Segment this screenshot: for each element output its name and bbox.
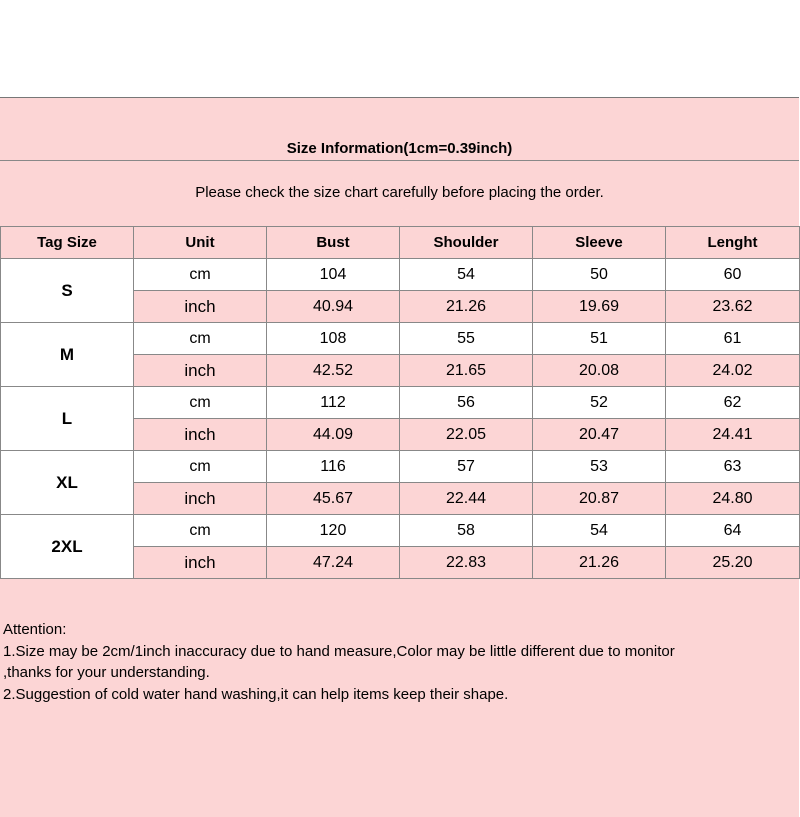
shoulder-cell: 22.44 bbox=[400, 483, 533, 515]
unit-cell: inch bbox=[134, 291, 267, 323]
unit-cell: cm bbox=[134, 323, 267, 355]
length-cell: 24.02 bbox=[666, 355, 800, 387]
header-unit: Unit bbox=[134, 227, 267, 259]
tag-size-cell: M bbox=[1, 323, 134, 387]
length-cell: 64 bbox=[666, 515, 800, 547]
unit-cell: inch bbox=[134, 355, 267, 387]
bust-cell: 45.67 bbox=[267, 483, 400, 515]
sleeve-cell: 50 bbox=[533, 259, 666, 291]
bust-cell: 120 bbox=[267, 515, 400, 547]
table-row bbox=[1, 323, 800, 355]
header-length: Lenght bbox=[666, 227, 800, 259]
length-cell: 62 bbox=[666, 387, 800, 419]
sleeve-cell: 19.69 bbox=[533, 291, 666, 323]
table-row bbox=[1, 515, 800, 547]
attention-notes bbox=[3, 619, 793, 705]
header-shoulder: Shoulder bbox=[400, 227, 533, 259]
shoulder-cell: 22.83 bbox=[400, 547, 533, 579]
header-bust: Bust bbox=[267, 227, 400, 259]
length-cell: 24.80 bbox=[666, 483, 800, 515]
shoulder-cell: 21.26 bbox=[400, 291, 533, 323]
tag-size-cell: 2XL bbox=[1, 515, 134, 579]
note-line: ,thanks for your understanding. bbox=[3, 664, 210, 681]
table-row bbox=[1, 451, 800, 483]
sleeve-cell: 20.08 bbox=[533, 355, 666, 387]
bust-cell: 42.52 bbox=[267, 355, 400, 387]
shoulder-cell: 55 bbox=[400, 323, 533, 355]
length-cell: 25.20 bbox=[666, 547, 800, 579]
unit-cell: cm bbox=[134, 451, 267, 483]
shoulder-cell: 57 bbox=[400, 451, 533, 483]
divider bbox=[0, 160, 799, 161]
length-cell: 60 bbox=[666, 259, 800, 291]
table-row bbox=[1, 387, 800, 419]
size-table bbox=[0, 226, 800, 579]
shoulder-cell: 21.65 bbox=[400, 355, 533, 387]
sleeve-cell: 51 bbox=[533, 323, 666, 355]
header-tag-size: Tag Size bbox=[1, 227, 134, 259]
shoulder-cell: 54 bbox=[400, 259, 533, 291]
chart-subtitle: Please check the size chart carefully before placing the order. bbox=[195, 184, 604, 201]
note-line: 2.Suggestion of cold water hand washing,it can help items keep their shape. bbox=[3, 685, 509, 703]
table-header-row bbox=[1, 227, 800, 259]
chart-title: Size Information(1cm=0.39inch) bbox=[286, 140, 513, 157]
bust-cell: 116 bbox=[267, 451, 400, 483]
table-row bbox=[1, 259, 800, 291]
bust-cell: 40.94 bbox=[267, 291, 400, 323]
note-line: 1.Size may be 2cm/1inch inaccuracy due to hand measure,Color may be little different due to monitor bbox=[3, 642, 675, 660]
shoulder-cell: 22.05 bbox=[400, 419, 533, 451]
unit-cell: cm bbox=[134, 515, 267, 547]
shoulder-cell: 56 bbox=[400, 387, 533, 419]
bust-cell: 47.24 bbox=[267, 547, 400, 579]
length-cell: 23.62 bbox=[666, 291, 800, 323]
length-cell: 24.41 bbox=[666, 419, 800, 451]
sleeve-cell: 21.26 bbox=[533, 547, 666, 579]
unit-cell: inch bbox=[134, 483, 267, 515]
attention-heading: Attention: bbox=[3, 621, 67, 638]
sleeve-cell: 52 bbox=[533, 387, 666, 419]
unit-cell: cm bbox=[134, 259, 267, 291]
length-cell: 61 bbox=[666, 323, 800, 355]
bust-cell: 104 bbox=[267, 259, 400, 291]
sleeve-cell: 20.87 bbox=[533, 483, 666, 515]
length-cell: 63 bbox=[666, 451, 800, 483]
unit-cell: cm bbox=[134, 387, 267, 419]
tag-size-cell: S bbox=[1, 259, 134, 323]
bust-cell: 44.09 bbox=[267, 419, 400, 451]
bust-cell: 108 bbox=[267, 323, 400, 355]
unit-cell: inch bbox=[134, 547, 267, 579]
header-sleeve: Sleeve bbox=[533, 227, 666, 259]
size-chart bbox=[0, 97, 799, 817]
sleeve-cell: 20.47 bbox=[533, 419, 666, 451]
bust-cell: 112 bbox=[267, 387, 400, 419]
unit-cell: inch bbox=[134, 419, 267, 451]
tag-size-cell: XL bbox=[1, 451, 134, 515]
sleeve-cell: 53 bbox=[533, 451, 666, 483]
tag-size-cell: L bbox=[1, 387, 134, 451]
shoulder-cell: 58 bbox=[400, 515, 533, 547]
sleeve-cell: 54 bbox=[533, 515, 666, 547]
